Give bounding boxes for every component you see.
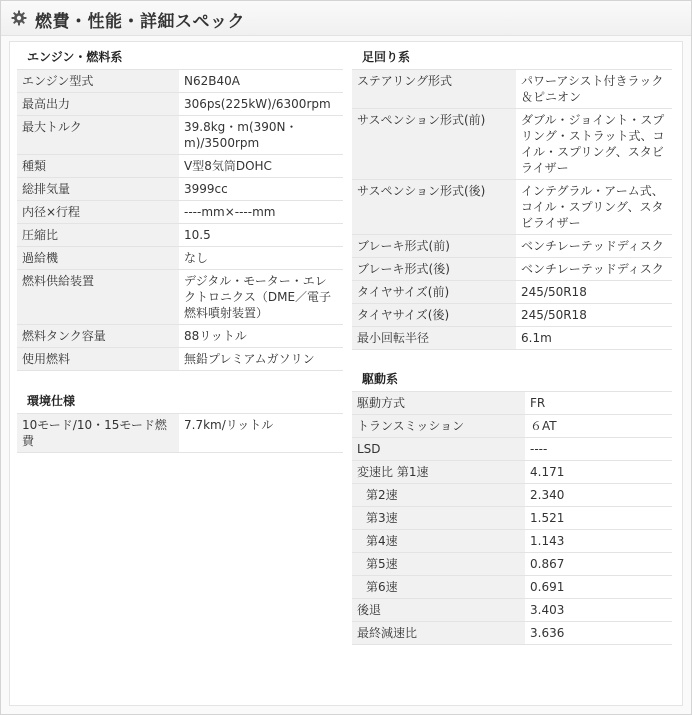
- spec-row: [352, 304, 672, 327]
- panel-header: [1, 1, 691, 36]
- spec-label: 圧縮比: [17, 224, 179, 247]
- spec-row: [352, 461, 672, 484]
- spec-label: ステアリング形式: [352, 70, 516, 109]
- spec-label: エンジン型式: [17, 70, 179, 93]
- spec-value: 4.171: [525, 461, 672, 484]
- spec-row: [17, 247, 343, 270]
- spec-value: ダブル・ジョイント・スプリング・ストラット式、コイル・スプリング、スタビライザー: [516, 109, 672, 180]
- spec-value: 10.5: [179, 224, 343, 247]
- spec-value: なし: [179, 247, 343, 270]
- spec-value: インテグラル・アーム式、コイル・スプリング、スタビライザー: [516, 180, 672, 235]
- spec-value: 1.143: [525, 530, 672, 553]
- spec-row: [352, 258, 672, 281]
- spec-value: 1.521: [525, 507, 672, 530]
- spec-value: 245/50R18: [516, 281, 672, 304]
- spec-row: [352, 622, 672, 645]
- spec-row: [17, 201, 343, 224]
- spec-label: 第2速: [352, 484, 525, 507]
- spec-label: トランスミッション: [352, 415, 525, 438]
- spec-value: 無鉛プレミアムガソリン: [179, 348, 343, 371]
- spec-row: [352, 530, 672, 553]
- spec-row: [17, 93, 343, 116]
- spec-row: [352, 415, 672, 438]
- spec-row: [17, 70, 343, 93]
- spec-value: 88リットル: [179, 325, 343, 348]
- spec-row: [17, 270, 343, 325]
- environment-spec-table: [17, 413, 343, 453]
- spec-label: 第3速: [352, 507, 525, 530]
- spec-row: [352, 235, 672, 258]
- spec-value: V型8気筒DOHC: [179, 155, 343, 178]
- spec-label: 最小回転半径: [352, 327, 516, 350]
- page-title: 燃費・性能・詳細スペック: [35, 12, 245, 32]
- left-column: [17, 47, 343, 453]
- spec-value: N62B40A: [179, 70, 343, 93]
- spec-label: 第6速: [352, 576, 525, 599]
- spec-row: [352, 599, 672, 622]
- spec-row: [352, 70, 672, 109]
- spec-row: [17, 348, 343, 371]
- spec-row: [17, 325, 343, 348]
- spec-label: タイヤサイズ(前): [352, 281, 516, 304]
- spec-label: ブレーキ形式(前): [352, 235, 516, 258]
- spec-value: ----mm×----mm: [179, 201, 343, 224]
- spec-label: 最終減速比: [352, 622, 525, 645]
- spec-row: [17, 414, 343, 453]
- spec-label: 種類: [17, 155, 179, 178]
- spec-label: 使用燃料: [17, 348, 179, 371]
- spec-row: [352, 180, 672, 235]
- spec-value: 3.403: [525, 599, 672, 622]
- spec-label: サスペンション形式(後): [352, 180, 516, 235]
- section-title-environment: 環境仕様: [27, 394, 76, 408]
- spec-value: ベンチレーテッドディスク: [516, 235, 672, 258]
- spec-label: 内径×行程: [17, 201, 179, 224]
- spec-label: 燃料タンク容量: [17, 325, 179, 348]
- spec-value: 7.7km/リットル: [179, 414, 343, 453]
- spec-row: [352, 484, 672, 507]
- spec-label: ブレーキ形式(後): [352, 258, 516, 281]
- spec-label: 変速比 第1速: [352, 461, 525, 484]
- spec-value: 2.340: [525, 484, 672, 507]
- spec-row: [17, 224, 343, 247]
- spec-label: サスペンション形式(前): [352, 109, 516, 180]
- spec-label: 最大トルク: [17, 116, 179, 155]
- section-title-suspension: 足回り系: [362, 50, 411, 64]
- spec-row: [352, 392, 672, 415]
- section-title-engine: エンジン・燃料系: [27, 50, 123, 64]
- spec-label: タイヤサイズ(後): [352, 304, 516, 327]
- section-title-drive: 駆動系: [362, 372, 399, 386]
- spec-row: [352, 109, 672, 180]
- spec-value: FR: [525, 392, 672, 415]
- spec-value: パワーアシスト付きラック＆ピニオン: [516, 70, 672, 109]
- spec-row: [352, 327, 672, 350]
- gear-icon: [11, 10, 27, 26]
- spec-value: 245/50R18: [516, 304, 672, 327]
- spec-value: 3999cc: [179, 178, 343, 201]
- spec-label: 過給機: [17, 247, 179, 270]
- spec-value: ----: [525, 438, 672, 461]
- right-column: [352, 47, 672, 645]
- suspension-spec-table: [352, 69, 672, 350]
- spec-value: 6.1m: [516, 327, 672, 350]
- spec-label: 総排気量: [17, 178, 179, 201]
- spec-label: 第5速: [352, 553, 525, 576]
- spec-row: [352, 281, 672, 304]
- spec-row: [352, 507, 672, 530]
- spec-row: [17, 155, 343, 178]
- spec-label: 後退: [352, 599, 525, 622]
- spec-row: [17, 178, 343, 201]
- spec-row: [352, 576, 672, 599]
- spec-value: ベンチレーテッドディスク: [516, 258, 672, 281]
- spec-value: 306ps(225kW)/6300rpm: [179, 93, 343, 116]
- spec-value: ６AT: [525, 415, 672, 438]
- spec-label: 10モード/10・15モード燃費: [17, 414, 179, 453]
- spec-value: 0.867: [525, 553, 672, 576]
- spec-label: 燃料供給装置: [17, 270, 179, 325]
- spec-label: 駆動方式: [352, 392, 525, 415]
- spec-row: [17, 116, 343, 155]
- spec-label: LSD: [352, 438, 525, 461]
- spec-row: [352, 438, 672, 461]
- spec-row: [352, 553, 672, 576]
- spec-label: 第4速: [352, 530, 525, 553]
- engine-spec-table: [17, 69, 343, 371]
- spec-value: 39.8kg・m(390N・m)/3500rpm: [179, 116, 343, 155]
- drive-spec-table: [352, 391, 672, 645]
- spec-value: 0.691: [525, 576, 672, 599]
- spec-value: デジタル・モーター・エレクトロニクス（DME／電子燃料噴射装置）: [179, 270, 343, 325]
- spec-value: 3.636: [525, 622, 672, 645]
- spec-label: 最高出力: [17, 93, 179, 116]
